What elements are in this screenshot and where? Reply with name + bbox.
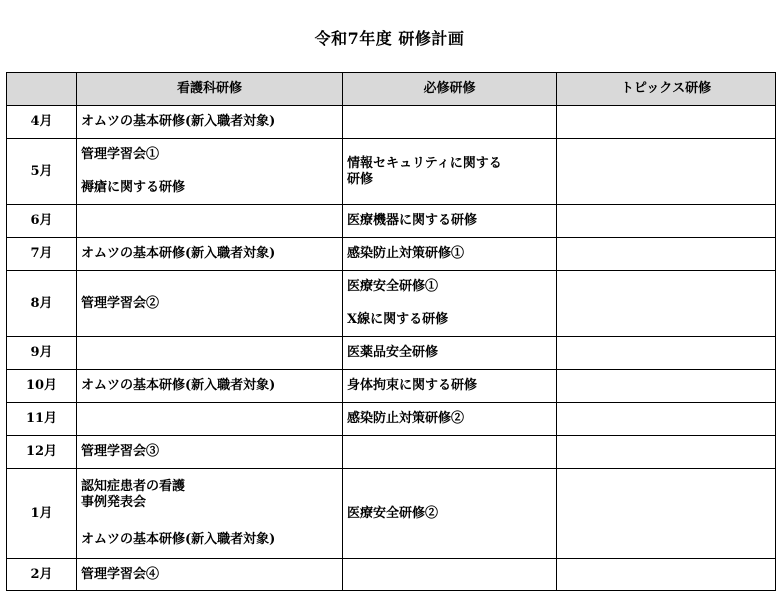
table-row bbox=[7, 205, 776, 238]
nursing-cell bbox=[77, 337, 343, 370]
month-cell: 5月 bbox=[7, 139, 77, 205]
nursing-entry: 管理学習会③ bbox=[81, 444, 160, 459]
required-entry: 医療機器に関する研修 bbox=[347, 213, 478, 228]
table-row bbox=[7, 337, 776, 370]
header-row bbox=[7, 73, 776, 106]
nursing-entry: オムツの基本研修(新入職者対象) bbox=[81, 378, 276, 393]
required-entry: 身体拘束に関する研修 bbox=[347, 378, 478, 393]
nursing-cell bbox=[77, 403, 343, 436]
topics-cell bbox=[557, 337, 776, 370]
table-row bbox=[7, 106, 776, 139]
required-entry: X線に関する研修 bbox=[347, 312, 449, 327]
nursing-cell bbox=[77, 436, 343, 469]
table-row bbox=[7, 403, 776, 436]
table-row bbox=[7, 559, 776, 591]
header-topics: トピックス研修 bbox=[557, 73, 776, 106]
header-required: 必修研修 bbox=[343, 73, 557, 106]
nursing-cell bbox=[77, 205, 343, 238]
required-cell bbox=[343, 403, 557, 436]
month-cell: 8月 bbox=[7, 271, 77, 337]
nursing-entry: 管理学習会① bbox=[81, 147, 160, 162]
nursing-cell bbox=[77, 271, 343, 337]
required-cell bbox=[343, 370, 557, 403]
nursing-cell bbox=[77, 559, 343, 591]
topics-cell bbox=[557, 205, 776, 238]
required-entry: 感染防止対策研修② bbox=[347, 411, 465, 426]
nursing-entry-line: 事例発表会 bbox=[81, 495, 147, 510]
required-cell bbox=[343, 337, 557, 370]
page-title: 令和7年度 研修計画 bbox=[314, 29, 465, 48]
required-entry: 医療安全研修② bbox=[347, 505, 439, 521]
required-entry-line: 情報セキュリティに関する bbox=[347, 155, 502, 171]
nursing-entry-line: 認知症患者の看護 bbox=[81, 479, 186, 494]
header-nursing: 看護科研修 bbox=[77, 73, 343, 106]
required-cell bbox=[343, 469, 557, 559]
required-cell bbox=[343, 559, 557, 591]
required-cell bbox=[343, 238, 557, 271]
nursing-cell bbox=[77, 469, 343, 559]
required-entry: 感染防止対策研修① bbox=[347, 246, 465, 261]
nursing-cell bbox=[77, 238, 343, 271]
nursing-entry: オムツの基本研修(新入職者対象) bbox=[81, 532, 276, 547]
required-cell bbox=[343, 271, 557, 337]
month-cell: 12月 bbox=[7, 436, 77, 469]
nursing-cell bbox=[77, 139, 343, 205]
header-month bbox=[7, 73, 77, 106]
nursing-cell bbox=[77, 370, 343, 403]
topics-cell bbox=[557, 139, 776, 205]
required-entry: 医療安全研修① bbox=[347, 279, 439, 294]
topics-cell bbox=[557, 469, 776, 559]
table-row bbox=[7, 370, 776, 403]
nursing-entry: オムツの基本研修(新入職者対象) bbox=[81, 246, 276, 261]
month-cell: 7月 bbox=[7, 238, 77, 271]
month-cell: 2月 bbox=[7, 559, 77, 591]
table-row bbox=[7, 139, 776, 205]
table-row bbox=[7, 271, 776, 337]
table-row bbox=[7, 238, 776, 271]
month-cell: 6月 bbox=[7, 205, 77, 238]
month-cell: 1月 bbox=[7, 469, 77, 559]
topics-cell bbox=[557, 238, 776, 271]
month-cell: 4月 bbox=[7, 106, 77, 139]
nursing-entry: 管理学習会④ bbox=[81, 566, 160, 582]
topics-cell bbox=[557, 559, 776, 591]
nursing-entry: 褥瘡に関する研修 bbox=[81, 180, 186, 195]
table-row bbox=[7, 436, 776, 469]
required-entry-line: 研修 bbox=[347, 171, 374, 187]
required-cell bbox=[343, 139, 557, 205]
topics-cell bbox=[557, 436, 776, 469]
nursing-entry: オムツの基本研修(新入職者対象) bbox=[81, 114, 276, 129]
month-cell: 10月 bbox=[7, 370, 77, 403]
required-cell bbox=[343, 436, 557, 469]
topics-cell bbox=[557, 271, 776, 337]
training-schedule-table bbox=[6, 72, 776, 591]
nursing-entry: 管理学習会② bbox=[81, 295, 160, 311]
month-cell: 9月 bbox=[7, 337, 77, 370]
required-cell bbox=[343, 205, 557, 238]
table-row bbox=[7, 469, 776, 559]
month-cell: 11月 bbox=[7, 403, 77, 436]
topics-cell bbox=[557, 403, 776, 436]
required-cell bbox=[343, 106, 557, 139]
required-entry: 医薬品安全研修 bbox=[347, 345, 439, 360]
topics-cell bbox=[557, 370, 776, 403]
nursing-cell bbox=[77, 106, 343, 139]
topics-cell bbox=[557, 106, 776, 139]
